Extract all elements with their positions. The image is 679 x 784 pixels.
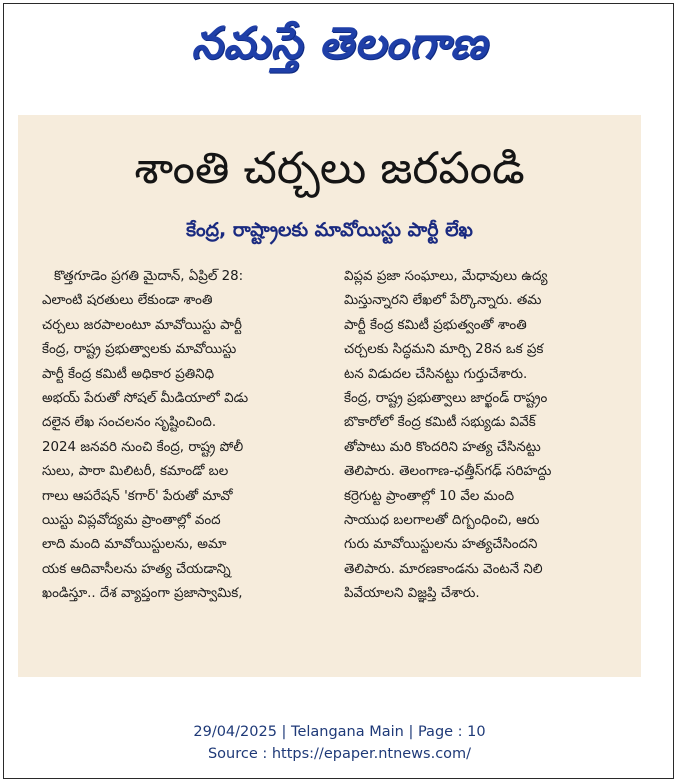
article-line: యిస్టు విప్లవోద్యమ ప్రాంతాల్లో వంద — [42, 512, 221, 528]
article-line: గురు మావోయిస్టులను హత్యచేసిందని — [344, 537, 538, 553]
article-line: లాది మంది మావోయిస్టులను, అమా — [42, 537, 227, 553]
article-line: తోపాటు మరి కొందరిని హత్య చేసినట్టు — [344, 439, 541, 455]
footer-source: Source : https://epaper.ntnews.com/ — [207, 746, 472, 762]
article-line: ఎలాంటి షరతులు లేకుండా శాంతి — [42, 293, 213, 309]
article-line: పార్టీ కేంద్ర కమిటీ అధికార ప్రతినిధి — [42, 366, 215, 382]
article-line: విప్లవ ప్రజా సంఘాలు, మేధావులు ఉద్య — [344, 269, 548, 284]
article-line: బొకారోలో కేంద్ర కమిటీ సభ్యుడు వివేక్ — [344, 415, 536, 431]
newspaper-masthead: నమస్తే తెలంగాణ — [191, 18, 488, 69]
article-line: గాలు ఆపరేషన్ 'కగార్' పేరుతో మావో — [42, 488, 233, 504]
article-line: చర్చలు జరపాలంటూ మావోయిస్టు పార్టీ — [42, 317, 242, 333]
article-line: అభయ్ పేరుతో సోషల్ మీడియాలో విడు — [42, 390, 249, 406]
article-line: కొత్తగూడెం ప్రగతి మైదాన్, ఏప్రిల్ 28: — [54, 269, 244, 284]
article-column-right — [344, 265, 634, 606]
article-subheadline: కేంద్ర, రాష్ట్రాలకు మావోయిస్టు పార్టీ లేఖ — [186, 219, 473, 241]
article-line: చర్చలకు సిద్ధమని మార్చి 28న ఒక ప్రక — [344, 342, 544, 358]
article-headline: శాంతి చర్చలు జరపండి — [134, 143, 525, 194]
article-line: 2024 జనవరి నుంచి కేంద్ర, రాష్ట్ర పోలీ — [42, 439, 244, 455]
article-line: పార్టీ కేంద్ర కమిటీ ప్రభుత్వంతో శాంతి — [344, 317, 527, 333]
article-line: సాయుధ బలగాలతో దిగ్బంధించి, ఆరు — [344, 512, 540, 528]
article-line: కేంద్ర, రాష్ట్ర ప్రభుత్వాలకు మావోయిస్టు — [42, 342, 237, 358]
article-column-left — [42, 265, 334, 606]
article-line: కేంద్ర, రాష్ట్ర ప్రభుత్వాలు జార్ఖండ్ రాష్ట్రం — [344, 390, 548, 406]
article-line: పివేయాలని విజ్ఞప్తి చేశారు. — [344, 586, 480, 602]
footer-date-edition: 29/04/2025 | Telangana Main | Page : 10 — [193, 724, 486, 740]
article-line: ఖండిస్తూ.. దేశ వ్యాప్తంగా ప్రజాస్వామిక, — [42, 586, 243, 602]
article-line: తెలిపారు. మారణకాండను వెంటనే నిలి — [344, 561, 543, 577]
news-clipping — [18, 115, 641, 677]
article-line: టన విడుదల చేసినట్టు గుర్తుచేశారు. — [344, 366, 528, 382]
article-line: కర్రెగుట్ట ప్రాంతాల్లో 10 వేల మంది — [344, 488, 515, 504]
article-line: మిస్తున్నారని లేఖలో పేర్కొన్నారు. తమ — [344, 293, 542, 309]
article-line: యక ఆదివాసీలను హత్య చేయడాన్ని — [42, 561, 231, 577]
article-line: దలైన లేఖ సంచలనం సృష్టించింది. — [42, 415, 217, 431]
article-line: తెలిపారు. తెలంగాణ-ఛత్తీస్‌గఢ్ సరిహద్దు — [344, 464, 552, 480]
article-line: సులు, పారా మిలిటరీ, కమాండో బల — [42, 464, 229, 480]
